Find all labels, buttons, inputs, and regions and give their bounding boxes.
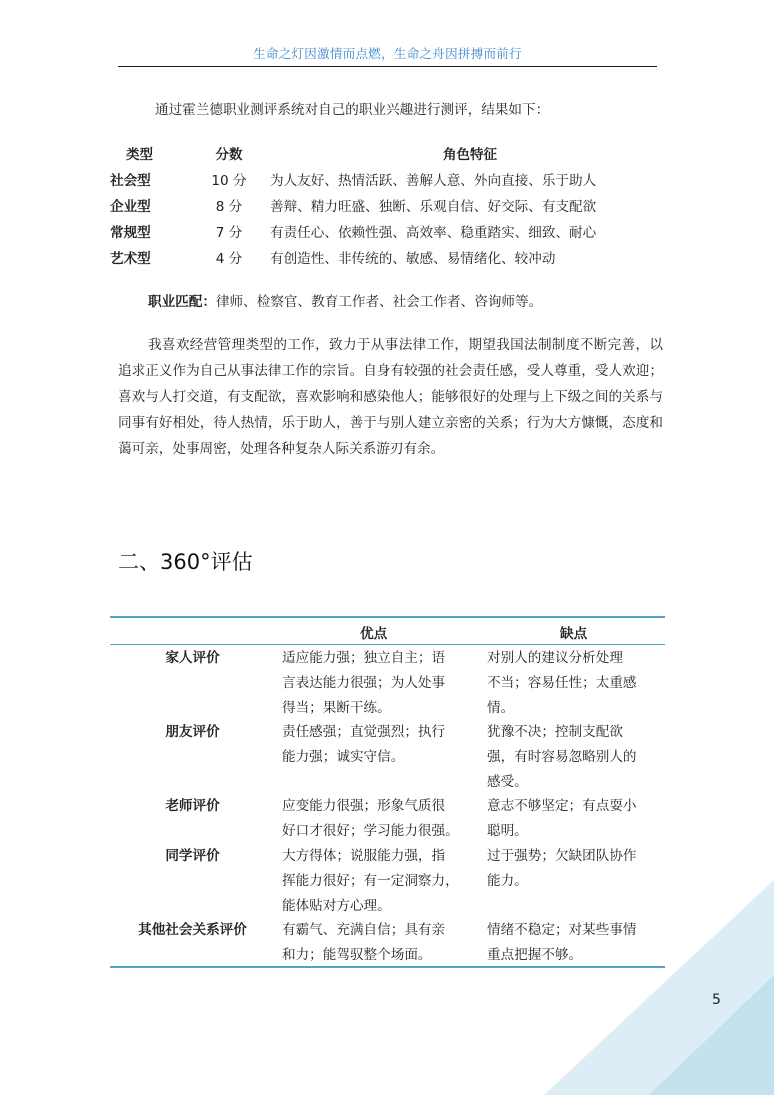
- corner-decoration: [544, 880, 774, 1095]
- pros-line: 言表达能力很强；为人处事: [282, 675, 446, 691]
- table-row: [110, 166, 670, 192]
- traits-cell: 为人友好、热情活跃、善解人意、外向直接、乐于助人: [270, 173, 597, 189]
- pros-cell: [282, 646, 472, 721]
- career-match-text: 律师、检察官、教育工作者、社会工作者、咨询师等。: [215, 294, 543, 310]
- pros-cell: [282, 794, 472, 844]
- score-cell: 7 分: [215, 225, 243, 241]
- cons-cell: [487, 720, 665, 795]
- pros-line: 责任感强；直觉强烈；执行: [282, 724, 446, 740]
- traits-cell: 有创造性、非传统的、敏感、易情绪化、较冲动: [270, 251, 556, 267]
- table-row: [110, 192, 670, 218]
- type-cell: 常规型: [110, 225, 151, 241]
- cons-cell: [487, 646, 665, 721]
- cons-line: 感受。: [487, 774, 528, 790]
- header-pros: 优点: [360, 626, 388, 642]
- pros-line: 能力强；诚实守信。: [282, 749, 405, 765]
- cons-line: 聪明。: [487, 823, 528, 839]
- pros-line: 得当；果断干练。: [282, 700, 391, 716]
- pros-line: 大方得体；说服能力强，指: [282, 848, 446, 864]
- header-type: 类型: [126, 147, 153, 163]
- table-top-rule: [110, 616, 665, 618]
- cons-line: 情。: [487, 700, 515, 716]
- header-divider: [118, 66, 657, 67]
- score-cell: 4 分: [215, 251, 243, 267]
- evaluator-label: 其他社会关系评价: [138, 922, 247, 938]
- holland-header-row: [110, 140, 670, 166]
- career-match-label: 职业匹配：: [148, 294, 216, 310]
- cons-line: 意志不够坚定；有点耍小: [487, 798, 637, 814]
- type-cell: 企业型: [110, 199, 151, 215]
- header-cons: 缺点: [560, 626, 588, 642]
- pros-line: 应变能力很强；形象气质很: [282, 798, 446, 814]
- pros-line: 能体贴对方心理。: [282, 898, 391, 914]
- cons-line: 过于强势；欠缺团队协作: [487, 848, 637, 864]
- holland-result-table: [110, 140, 670, 270]
- evaluator-label: 同学评价: [165, 848, 220, 864]
- table-header-rule: [110, 644, 665, 645]
- page-number: 5: [712, 992, 721, 1008]
- section-title: 二、360°评估: [118, 550, 253, 574]
- pros-line: 好口才很好；学习能力很强。: [282, 823, 459, 839]
- pros-cell: [282, 918, 472, 968]
- cons-line: 不当；容易任性；太重感: [487, 675, 637, 691]
- score-cell: 10 分: [211, 173, 247, 189]
- evaluator-label: 朋友评价: [165, 724, 220, 740]
- cons-line: 重点把握不够。: [487, 947, 583, 963]
- cons-line: 强，有时容易忽略别人的: [487, 749, 637, 765]
- type-cell: 艺术型: [110, 251, 151, 267]
- table-row: [110, 218, 670, 244]
- type-cell: 社会型: [110, 173, 151, 189]
- pros-line: 和力；能驾驭整个场面。: [282, 947, 432, 963]
- evaluator-label: 老师评价: [165, 798, 220, 814]
- evaluator-label: 家人评价: [165, 650, 220, 666]
- pros-cell: [282, 844, 472, 919]
- self-description-paragraph: 我喜欢经营管理类型的工作，致力于从事法律工作，期望我国法制制度不断完善，以追求正义作为自己从事法律工作的宗旨。自身有较强的社会责任感，受人尊重，受人欢迎；喜欢与人打交道，有支配欲，喜欢影响和感染他人；能够很好的处理与上下级之间的关系与同事有好相处，待人热情，乐于助人，善于与别人建立亲密的关系；行为大方慷慨，态度和蔼可亲，处事周密，处理各种复杂人际关系游刃有余。: [118, 337, 663, 457]
- traits-cell: 有责任心、依赖性强、高效率、稳重踏实、细致、耐心: [270, 225, 597, 241]
- career-match: [148, 289, 542, 315]
- cons-line: 情绪不稳定；对某些事情: [487, 922, 637, 938]
- cons-line: 能力。: [487, 873, 528, 889]
- pros-line: 有霸气、充满自信；具有亲: [282, 922, 446, 938]
- traits-cell: 善辩、精力旺盛、独断、乐观自信、好交际、有支配欲: [270, 199, 597, 215]
- page-header: 生命之灯因激情而点燃，生命之舟因拼搏而前行: [253, 46, 522, 61]
- cons-cell: [487, 794, 665, 844]
- table-row: [110, 244, 670, 270]
- pros-line: 适应能力强；独立自主；语: [282, 650, 446, 666]
- cons-line: 对别人的建议分析处理: [487, 650, 623, 666]
- score-cell: 8 分: [215, 199, 243, 215]
- cons-line: 犹豫不决；控制支配欲: [487, 724, 623, 740]
- header-score: 分数: [215, 147, 243, 163]
- pros-cell: [282, 720, 472, 770]
- pros-line: 挥能力很好；有一定洞察力，: [282, 873, 459, 889]
- intro-text: 通过霍兰德职业测评系统对自己的职业兴趣进行测评，结果如下：: [155, 102, 550, 118]
- header-traits: 角色特征: [443, 147, 497, 163]
